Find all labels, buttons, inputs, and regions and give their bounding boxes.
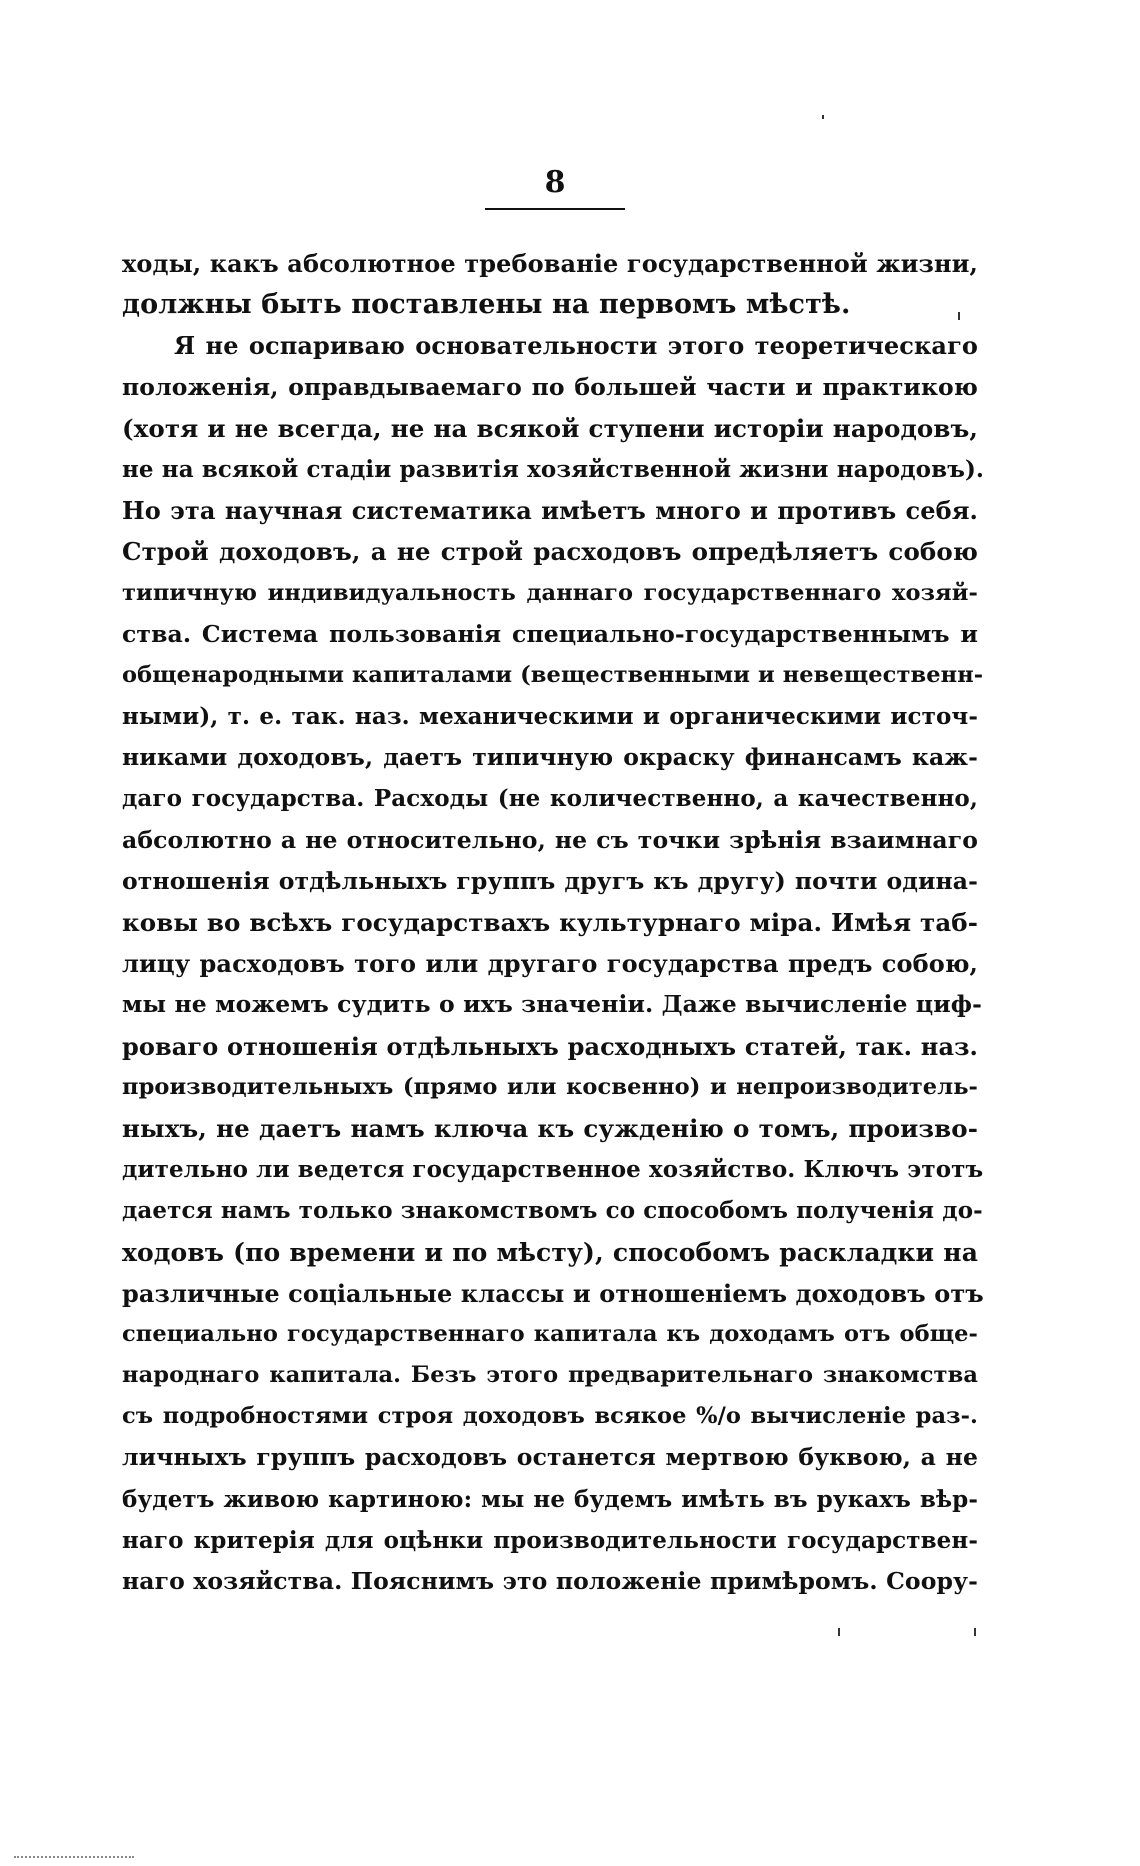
text-line: даго государства. Расходы (не количественно, а качественно, [122, 785, 978, 813]
text-line: Строй доходовъ, а не строй расходовъ опредѣляетъ собою [122, 537, 978, 567]
text-line: ными), т. е. так. наз. механическими и органическими источ- [122, 703, 978, 731]
text-line: наго хозяйства. Пояснимъ это положеніе примѣромъ. Соору- [122, 1567, 978, 1595]
text-line: различные соціальные классы и отношеніемъ доходовъ отъ [122, 1278, 984, 1308]
text-line: дается намъ только знакомствомъ со способомъ полученія до- [122, 1197, 983, 1225]
text-line: (хотя и не всегда, не на всякой ступени исторіи народовъ, [122, 413, 978, 443]
scan-speck [974, 1628, 976, 1636]
text-line: должны быть поставлены на первомъ мѣстѣ. [122, 289, 851, 321]
text-line: ства. Система пользованія специально-государственнымъ и [122, 619, 978, 648]
text-line: положенія, оправдываемаго по большей части и практикою [122, 372, 978, 401]
text-line: дительно ли ведется государственное хозяйство. Ключъ этотъ [122, 1156, 984, 1184]
scan-speck [822, 115, 824, 119]
text-line: лицу расходовъ того или другаго государства предъ собою, [122, 949, 978, 979]
text-line: отношенія отдѣльныхъ группъ другъ къ другу) почти одина- [122, 866, 978, 895]
text-line: производительныхъ (прямо или косвенно) и непроизводитель- [122, 1073, 978, 1100]
text-line: будетъ живою картиною: мы не будемъ имѣть въ рукахъ вѣр- [122, 1485, 978, 1513]
text-line: специально государственнаго капитала къ доходамъ отъ обще- [122, 1320, 978, 1347]
text-line: наго критерія для оцѣнки производительности государствен- [122, 1526, 978, 1554]
body-text [122, 243, 985, 1602]
text-line: ходовъ (по времени и по мѣсту), способомъ раскладки на [122, 1237, 978, 1267]
text-line: личныхъ группъ расходовъ останется мертвою буквою, а не [122, 1443, 978, 1472]
scan-speck [838, 1628, 840, 1636]
text-line: ходы, какъ абсолютное требованіе государственной жизни, [122, 249, 978, 278]
text-line: ковы во всѣхъ государствахъ культурнаго міра. Имѣя таб- [122, 908, 978, 937]
header-rule [485, 208, 625, 210]
text-line: не на всякой стадіи развитія хозяйственной жизни народовъ). [122, 455, 985, 483]
text-line: съ подробностями строя доходовъ всякое %/о вычисленіе раз-. [122, 1403, 978, 1430]
text-line: народнаго капитала. Безъ этого предварительнаго знакомства [122, 1362, 978, 1389]
scan-speck [958, 312, 960, 320]
page-number: 8 [544, 165, 566, 200]
paragraph-first-line: Я не оспариваю основательности этого теоретическаго [174, 331, 978, 361]
text-line: Но эта научная систематика имѣетъ много и противъ себя. [122, 496, 978, 526]
text-line: типичную индивидуальность даннаго государственнаго хозяй- [122, 579, 978, 606]
text-line: мы не можемъ судить о ихъ значеніи. Даже вычисленіе циф- [122, 990, 982, 1019]
text-line: роваго отношенія отдѣльныхъ расходныхъ статей, так. наз. [122, 1031, 978, 1061]
text-line: ныхъ, не даетъ намъ ключа къ сужденію о томъ, произво- [122, 1113, 978, 1143]
text-line: абсолютно а не относительно, не съ точки зрѣнія взаимнаго [122, 825, 978, 854]
text-line: никами доходовъ, даетъ типичную окраску финансамъ каж- [122, 743, 978, 772]
text-line: общенародными капиталами (вещественными и невещественн- [122, 661, 984, 688]
scan-edge-dots [14, 1856, 134, 1858]
